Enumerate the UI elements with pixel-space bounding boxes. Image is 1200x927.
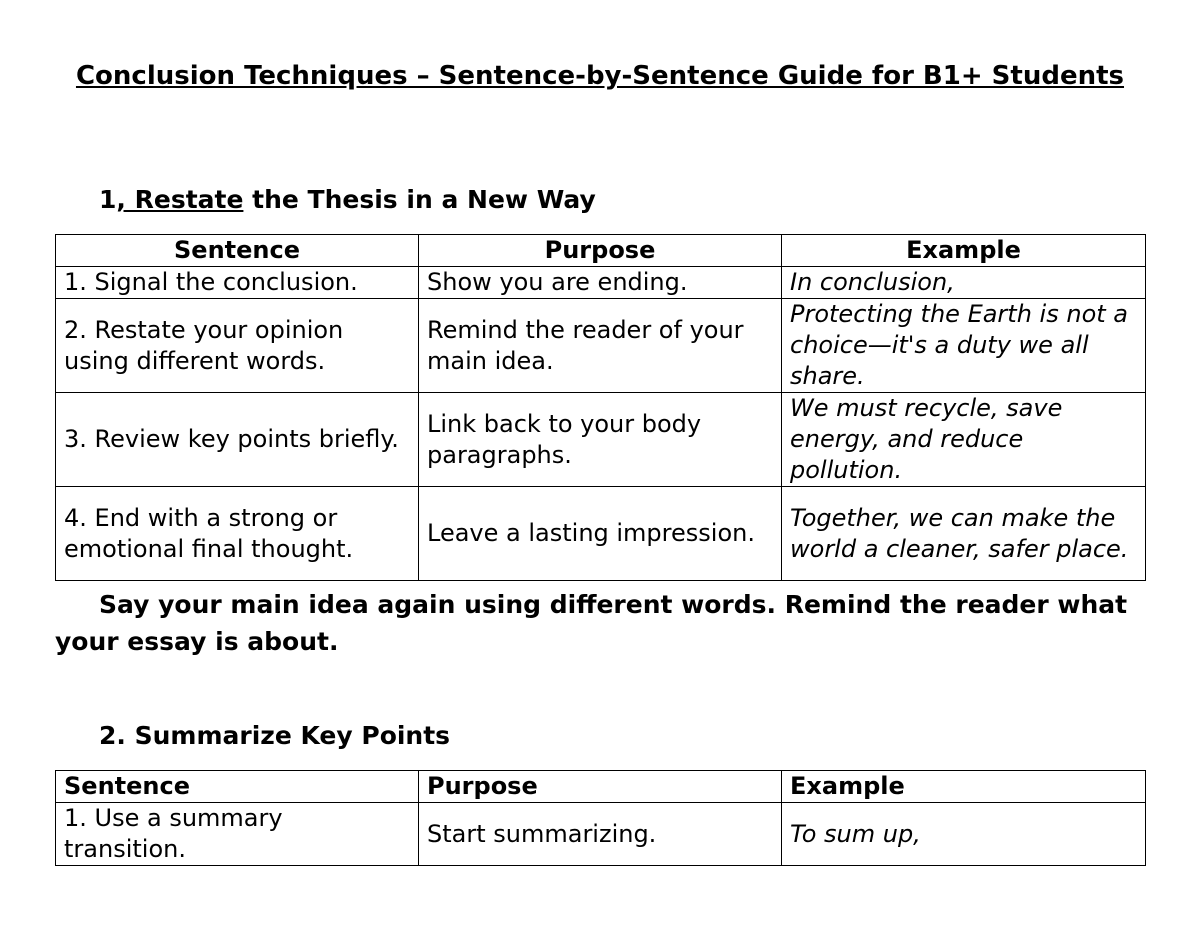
table-row	[56, 267, 1146, 299]
table-header-row	[56, 771, 1146, 803]
section-1-heading-rest: the Thesis in a New Way	[243, 185, 596, 214]
example-cell: In conclusion,	[782, 267, 1146, 299]
column-header-sentence: Sentence	[56, 235, 419, 267]
sentence-cell: 3. Review key points briefly.	[56, 393, 419, 487]
column-header-example: Example	[782, 235, 1146, 267]
sentence-cell: 2. Restate your opinion using different words.	[56, 299, 419, 393]
section-1-number: 1	[99, 185, 117, 214]
table-row	[56, 299, 1146, 393]
purpose-cell: Start summarizing.	[419, 803, 782, 866]
example-cell: To sum up,	[782, 803, 1146, 866]
purpose-cell: Link back to your body paragraphs.	[419, 393, 782, 487]
restate-thesis-table	[55, 234, 1146, 581]
section-2-heading: 2. Summarize Key Points	[99, 721, 451, 750]
section-1-note: Say your main idea again using different words. Remind the reader what your essay is about.	[55, 590, 1128, 656]
table-header-row	[56, 235, 1146, 267]
section-1-heading	[99, 184, 596, 216]
table-row	[56, 487, 1146, 581]
example-cell: We must recycle, save energy, and reduce pollution.	[782, 393, 1146, 487]
sentence-cell: 1. Signal the conclusion.	[56, 267, 419, 299]
document-title: Conclusion Techniques – Sentence-by-Sentence Guide for B1+ Students	[75, 61, 1125, 91]
example-cell: Protecting the Earth is not a choice—it's a duty we all share.	[782, 299, 1146, 393]
sentence-cell: 4. End with a strong or emotional final thought.	[56, 487, 419, 581]
section-1-heading-underlined: , Restate	[116, 185, 244, 214]
summarize-key-points-table	[55, 770, 1146, 866]
sentence-cell: 1. Use a summary transition.	[56, 803, 419, 866]
column-header-sentence: Sentence	[56, 771, 419, 803]
table-row	[56, 803, 1146, 866]
column-header-example: Example	[782, 771, 1146, 803]
purpose-cell: Leave a lasting impression.	[419, 487, 782, 581]
column-header-purpose: Purpose	[419, 771, 782, 803]
example-cell: Together, we can make the world a cleaner, safer place.	[782, 487, 1146, 581]
purpose-cell: Show you are ending.	[419, 267, 782, 299]
column-header-purpose: Purpose	[419, 235, 782, 267]
table-row	[56, 393, 1146, 487]
purpose-cell: Remind the reader of your main idea.	[419, 299, 782, 393]
